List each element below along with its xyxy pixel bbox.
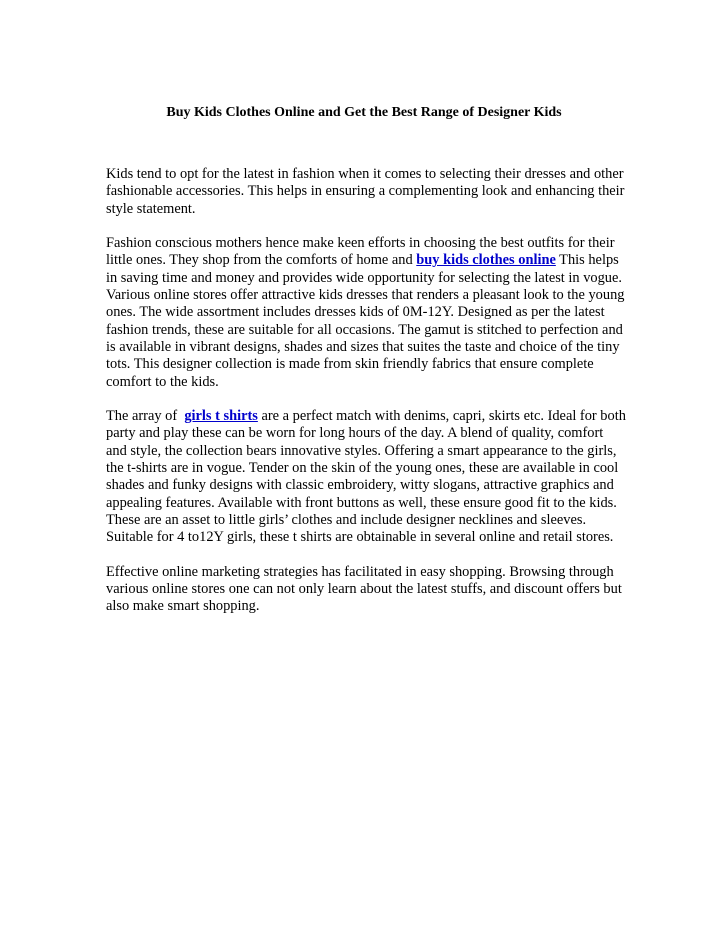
buy-kids-clothes-online-link[interactable]: buy kids clothes online xyxy=(416,252,556,269)
document-title: Buy Kids Clothes Online and Get the Best Range of Designer Kids xyxy=(166,105,562,120)
paragraph-2-text-start: Fashion conscious mothers hence make keen efforts in choosing the best outfits for their little ones. They shop from the comforts of home and xyxy=(106,235,615,269)
document-body xyxy=(106,166,626,633)
paragraph-3-text-end: are a perfect match with denims, capri, skirts etc. Ideal for both party and play these can be worn for long hours of the day. A blend of quality, comfort and style, the collection bears innovative styles. Offering a smart appearance to the girls, the t-shirts are in vogue. Tender on the skin of the young ones, these are available in cool shades and funky designs with classic embroidery, witty slogans, attractive graphics and appealing features. Available with front buttons as well, these ensure good fit to the kids. These are an asset to little girls’ clothes and include designer necklines and sleeves. Suitable for 4 to12Y girls, these t shirts are obtainable in several online and retail stores. xyxy=(106,408,626,546)
paragraph-4: Effective online marketing strategies has facilitated in easy shopping. Browsing through various online stores one can not only learn about the latest stuffs, and discount offers but also make smart shopping. xyxy=(106,563,622,615)
paragraph-1: Kids tend to opt for the latest in fashion when it comes to selecting their dresses and other fashionable accessories. This helps in ensuring a complementing look and enhancing their style statement. xyxy=(106,166,625,217)
paragraph-3 xyxy=(106,408,626,546)
paragraph-2 xyxy=(106,235,626,391)
paragraph-2-text-end: This helps in saving time and money and provides wide opportunity for selecting the latest in vogue. Various online stores offer attractive kids dresses that renders a pleasant look to the young ones. The wide assortment includes dresses kids of 0M-12Y. Designed as per the latest fashion trends, these are suitable for all occasions. The gamut is stitched to perfection and is available in vibrant designs, shades and sizes that suites the taste and choice of the tiny tots. This designer collection is made from skin friendly fabrics that ensure complete comfort to the kids. xyxy=(106,252,625,390)
girls-t-shirts-link[interactable]: girls t shirts xyxy=(184,408,258,425)
paragraph-3-text-start: The array of xyxy=(106,408,185,425)
